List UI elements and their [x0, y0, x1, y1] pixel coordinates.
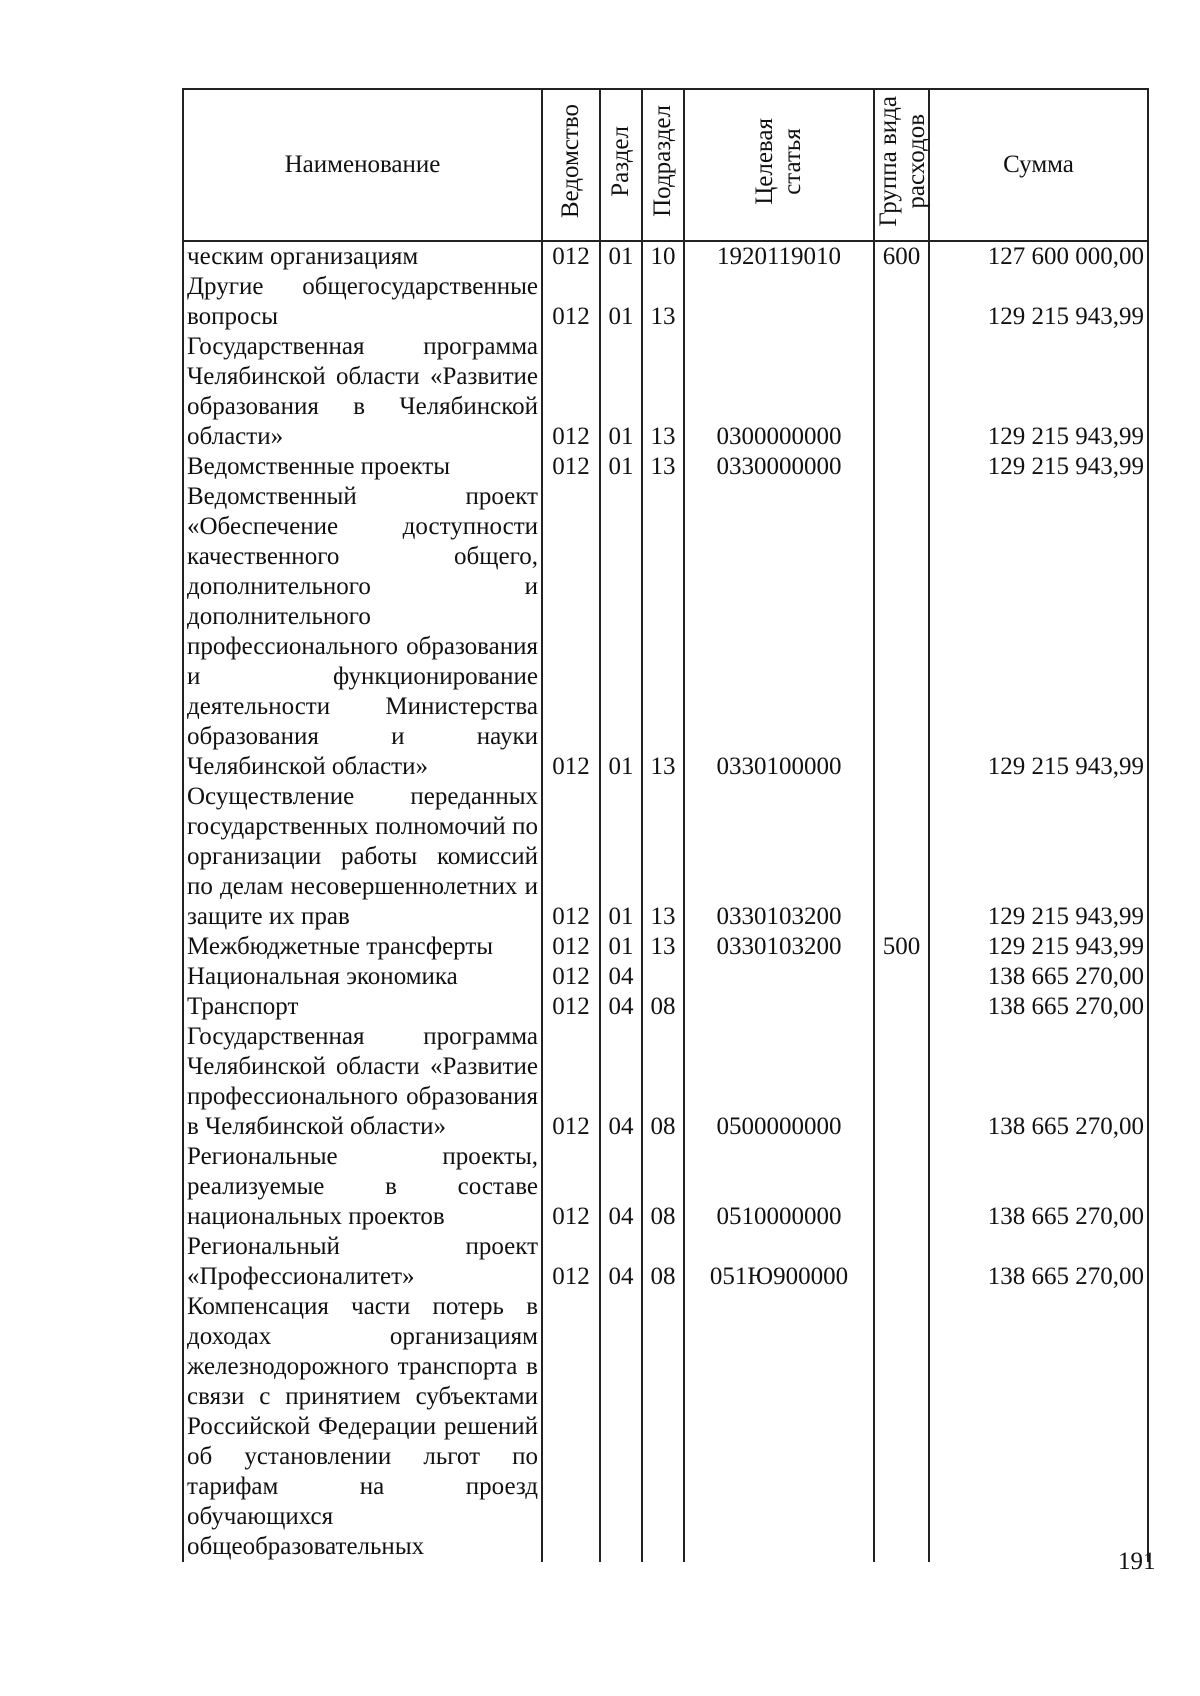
cell-ministry: 012	[542, 272, 600, 332]
cell-expense-group	[874, 992, 929, 1022]
cell-name: Региональные проекты, реализуемые в составе национальных проектов	[183, 1142, 542, 1232]
cell-amount: 129 215 943,99	[929, 932, 1148, 962]
cell-expense-group	[874, 1142, 929, 1232]
cell-subsection: 13	[642, 452, 684, 482]
cell-expense-group	[874, 452, 929, 482]
cell-section: 01	[600, 932, 642, 962]
cell-target-item: 0330103200	[684, 932, 874, 962]
header-ministry-label: Ведомство	[557, 103, 584, 219]
header-expense-group-label: Группа вида расходов	[875, 95, 930, 227]
cell-expense-group	[874, 332, 929, 452]
cell-amount: 138 665 270,00	[929, 962, 1148, 992]
header-section-label: Раздел	[607, 125, 634, 197]
table-row	[183, 332, 1148, 452]
cell-name: Другие общегосударственные вопросы	[183, 272, 542, 332]
header-section	[600, 89, 642, 241]
cell-name: ческим организациям	[183, 241, 542, 272]
cell-target-item: 0330103200	[684, 782, 874, 932]
cell-ministry: 012	[542, 241, 600, 272]
cell-section: 04	[600, 1142, 642, 1232]
cell-target-item: 0510000000	[684, 1142, 874, 1232]
table-row	[183, 272, 1148, 332]
cell-target-item	[684, 1292, 874, 1562]
table-row	[183, 1292, 1148, 1562]
table-row	[183, 1232, 1148, 1292]
cell-ministry: 012	[542, 932, 600, 962]
cell-amount: 127 600 000,00	[929, 241, 1148, 272]
cell-name: Национальная экономика	[183, 962, 542, 992]
header-amount: Сумма	[929, 89, 1148, 241]
cell-section: 01	[600, 482, 642, 782]
cell-section: 04	[600, 992, 642, 1022]
cell-amount: 129 215 943,99	[929, 332, 1148, 452]
cell-subsection: 10	[642, 241, 684, 272]
cell-subsection: 08	[642, 1232, 684, 1292]
cell-ministry: 012	[542, 1142, 600, 1232]
cell-amount: 138 665 270,00	[929, 1232, 1148, 1292]
cell-name: Государственная программа Челябинской области «Развитие профессионального образования в Челябинской области»	[183, 1022, 542, 1142]
cell-subsection	[642, 962, 684, 992]
cell-subsection: 08	[642, 992, 684, 1022]
cell-expense-group	[874, 272, 929, 332]
cell-expense-group	[874, 1022, 929, 1142]
cell-ministry: 012	[542, 332, 600, 452]
cell-section: 01	[600, 782, 642, 932]
cell-section: 04	[600, 1232, 642, 1292]
cell-expense-group	[874, 1232, 929, 1292]
cell-ministry: 012	[542, 452, 600, 482]
cell-name: Государственная программа Челябинской области «Развитие образования в Челябинской области»	[183, 332, 542, 452]
table-row	[183, 1142, 1148, 1232]
cell-ministry: 012	[542, 962, 600, 992]
cell-amount: 138 665 270,00	[929, 1142, 1148, 1232]
table-row	[183, 992, 1148, 1022]
cell-amount: 129 215 943,99	[929, 482, 1148, 782]
table-body	[183, 241, 1148, 1562]
cell-name: Компенсация части потерь в доходах организациям железнодорожного транспорта в связи с принятием субъектами Российской Федерации решений об установлении льгот по тарифам на проезд обучающихся общеобразовательных	[183, 1292, 542, 1562]
cell-amount: 129 215 943,99	[929, 782, 1148, 932]
cell-name: Транспорт	[183, 992, 542, 1022]
cell-amount	[929, 1292, 1148, 1562]
cell-target-item: 0330100000	[684, 482, 874, 782]
cell-expense-group: 500	[874, 932, 929, 962]
header-subsection	[642, 89, 684, 241]
cell-ministry: 012	[542, 482, 600, 782]
cell-target-item: 0500000000	[684, 1022, 874, 1142]
header-row	[183, 89, 1148, 241]
table-row	[183, 241, 1148, 272]
header-expense-group	[874, 89, 929, 241]
cell-section: 01	[600, 272, 642, 332]
cell-ministry: 012	[542, 1232, 600, 1292]
table-row	[183, 932, 1148, 962]
cell-expense-group	[874, 782, 929, 932]
cell-section: 04	[600, 962, 642, 992]
cell-ministry: 012	[542, 1022, 600, 1142]
table-row	[183, 782, 1148, 932]
cell-subsection: 08	[642, 1142, 684, 1232]
cell-ministry: 012	[542, 992, 600, 1022]
cell-subsection: 13	[642, 932, 684, 962]
cell-expense-group	[874, 1292, 929, 1562]
cell-amount: 138 665 270,00	[929, 992, 1148, 1022]
cell-section: 01	[600, 241, 642, 272]
header-ministry	[542, 89, 600, 241]
header-name: Наименование	[183, 89, 542, 241]
cell-name: Осуществление переданных государственных полномочий по организации работы комиссий по делам несовершеннолетних и защите их прав	[183, 782, 542, 932]
table-row	[183, 452, 1148, 482]
table-row	[183, 962, 1148, 992]
cell-subsection: 13	[642, 482, 684, 782]
header-subsection-label: Подраздел	[649, 105, 676, 217]
cell-subsection: 13	[642, 332, 684, 452]
table-row	[183, 482, 1148, 782]
cell-ministry: 012	[542, 782, 600, 932]
cell-expense-group	[874, 482, 929, 782]
cell-name: Региональный проект «Профессионалитет»	[183, 1232, 542, 1292]
header-target-item-label: Целевая статья	[751, 117, 806, 205]
cell-target-item: 0300000000	[684, 332, 874, 452]
cell-subsection: 13	[642, 272, 684, 332]
header-target-item	[684, 89, 874, 241]
cell-target-item: 051Ю900000	[684, 1232, 874, 1292]
cell-ministry	[542, 1292, 600, 1562]
cell-section: 01	[600, 332, 642, 452]
cell-section: 04	[600, 1022, 642, 1142]
budget-table	[182, 88, 1149, 1562]
cell-target-item	[684, 962, 874, 992]
cell-section: 01	[600, 452, 642, 482]
cell-amount: 138 665 270,00	[929, 1022, 1148, 1142]
cell-subsection: 08	[642, 1022, 684, 1142]
cell-section	[600, 1292, 642, 1562]
cell-subsection	[642, 1292, 684, 1562]
cell-expense-group	[874, 962, 929, 992]
cell-subsection: 13	[642, 782, 684, 932]
cell-target-item	[684, 992, 874, 1022]
page-number: 191	[1118, 1548, 1156, 1575]
cell-target-item: 1920119010	[684, 241, 874, 272]
cell-amount: 129 215 943,99	[929, 452, 1148, 482]
cell-amount: 129 215 943,99	[929, 272, 1148, 332]
cell-name: Ведомственный проект «Обеспечение доступности качественного общего, дополнительного и дополнительного профессионального образования и функционирование деятельности Министерства образования и науки Челябинской области»	[183, 482, 542, 782]
cell-name: Межбюджетные трансферты	[183, 932, 542, 962]
cell-target-item: 0330000000	[684, 452, 874, 482]
cell-target-item	[684, 272, 874, 332]
cell-expense-group: 600	[874, 241, 929, 272]
table-row	[183, 1022, 1148, 1142]
cell-name: Ведомственные проекты	[183, 452, 542, 482]
